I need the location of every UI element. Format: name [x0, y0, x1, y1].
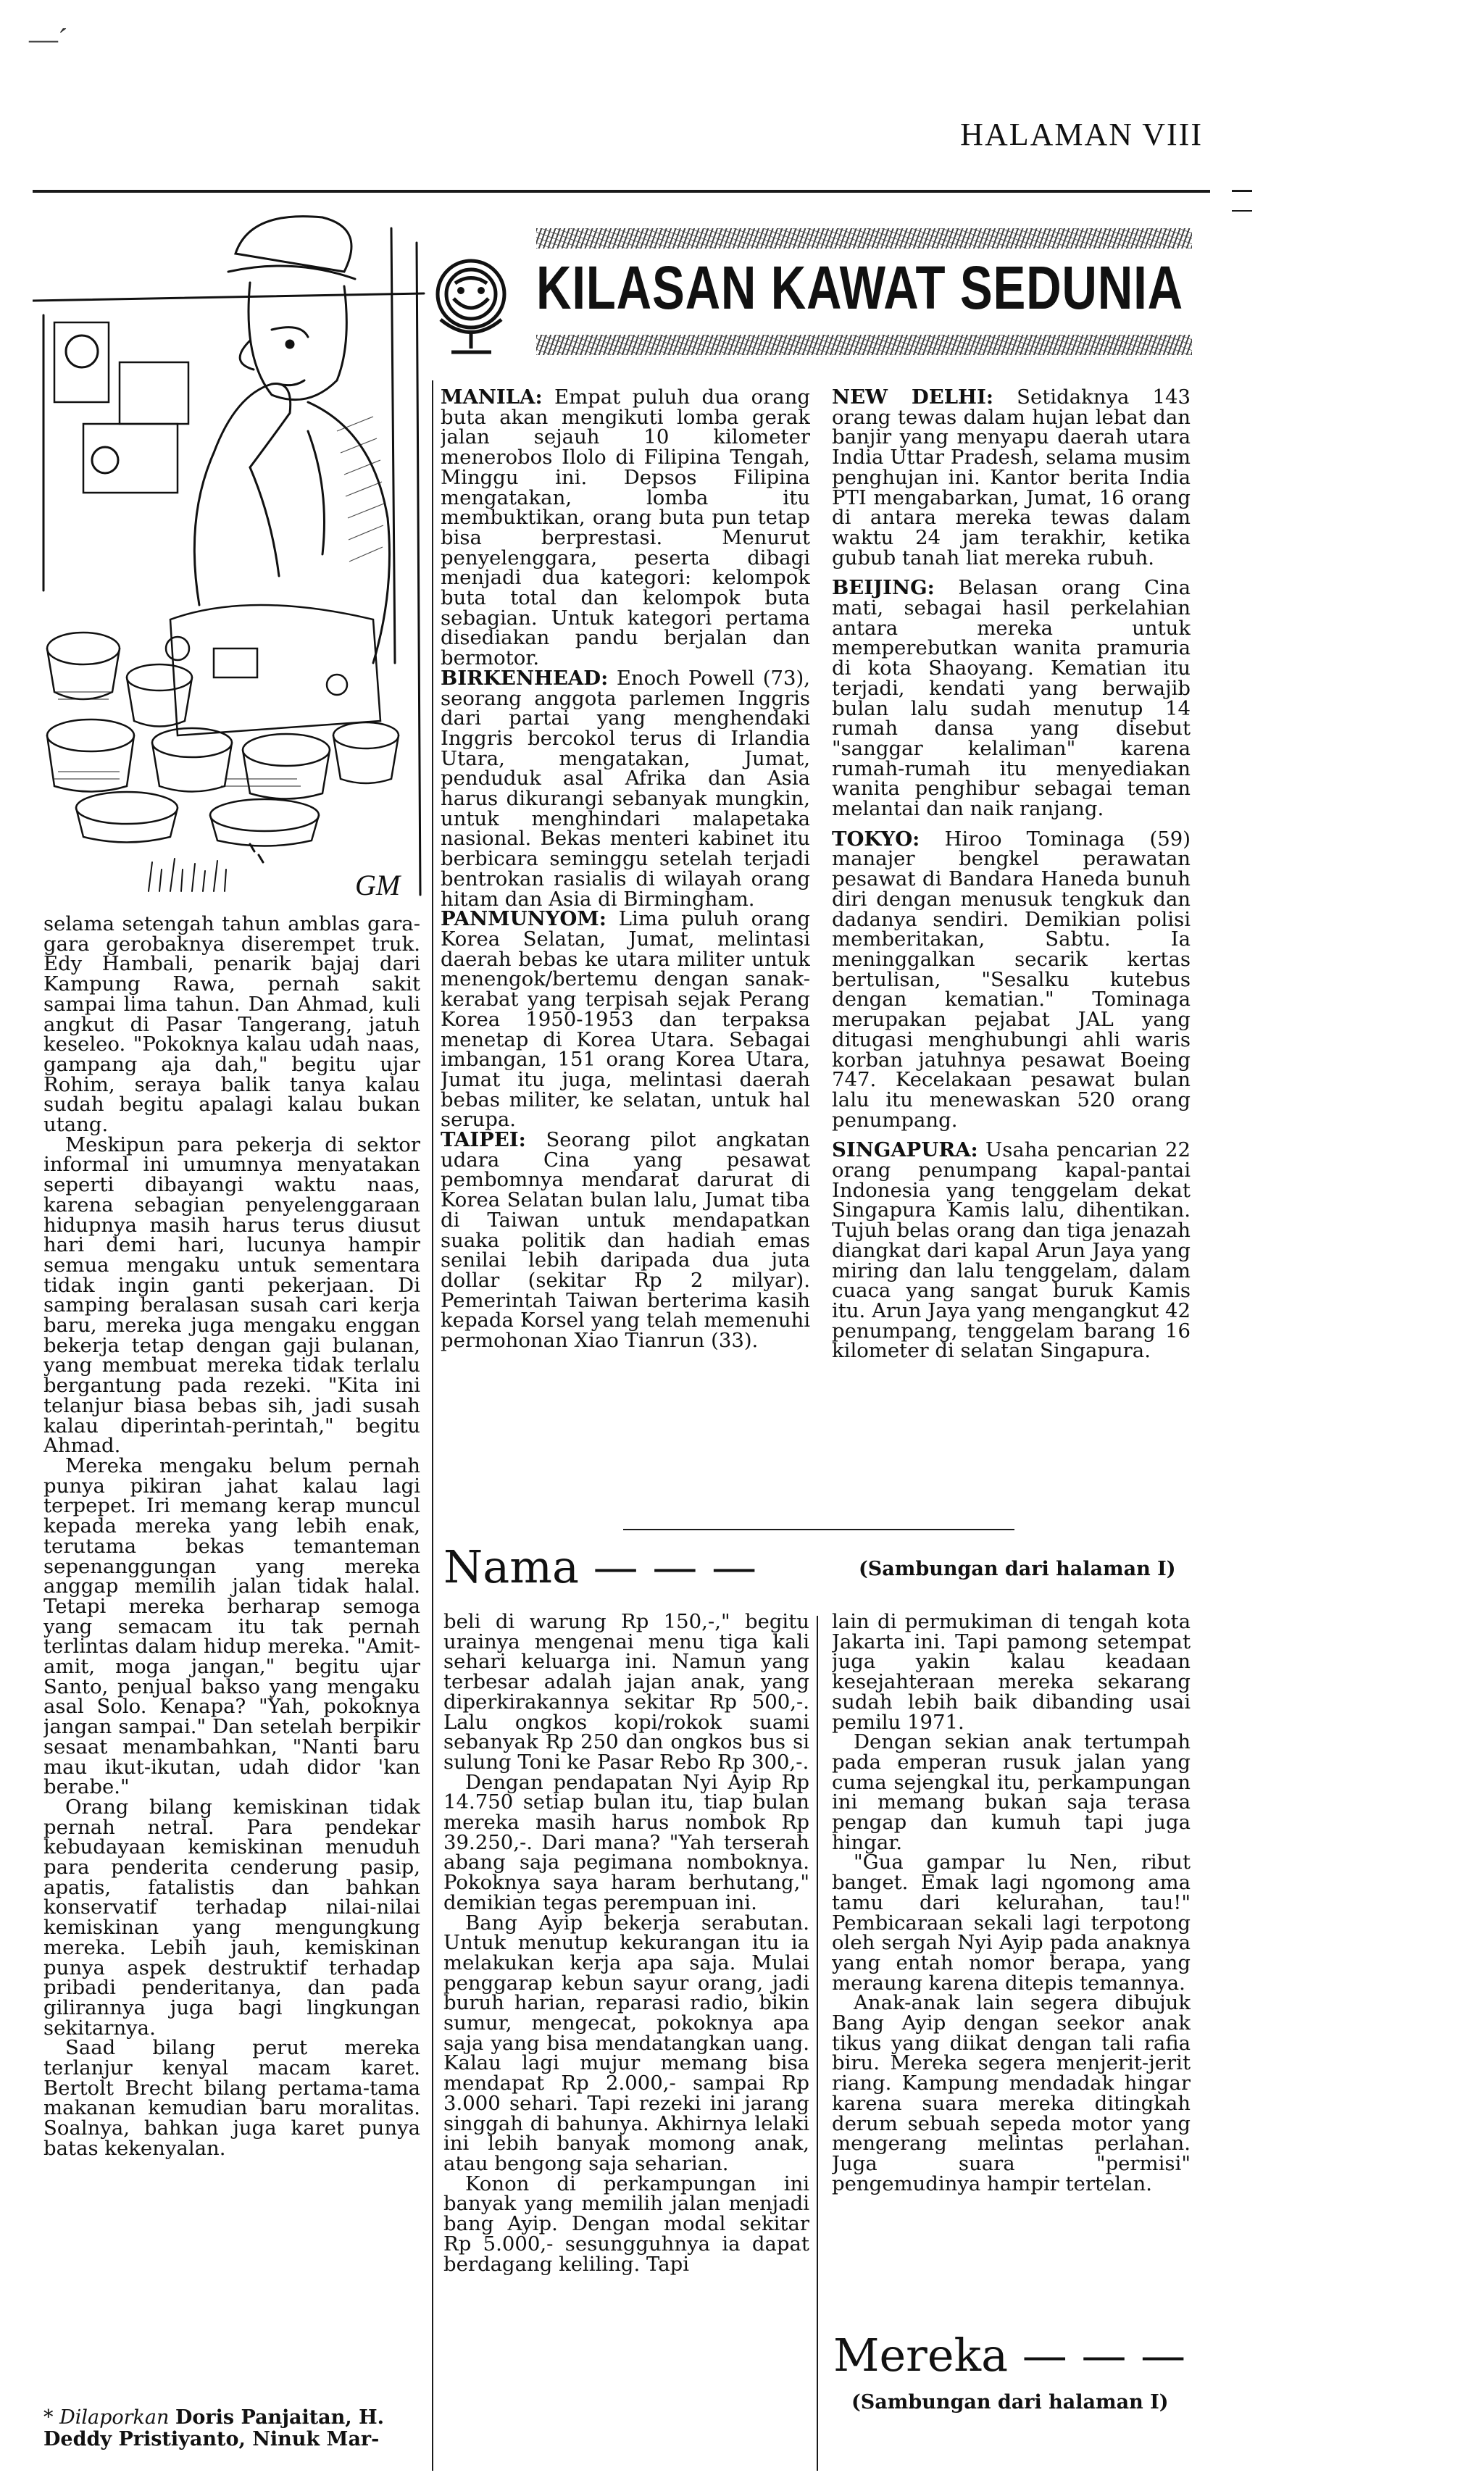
dateline: SINGAPURA: — [832, 1138, 978, 1162]
kilasan-item-beijing — [832, 578, 1191, 819]
credit-prefix: * Dilaporkan — [43, 2407, 170, 2429]
left-paragraph: selama setengah tahun amblas gara-gara gerobaknya diserempet truk. Edy Hambali, penarik bajaj dari Kampung Rawa, pernah sakit sampai lima tahun. Dan Ahmad, kuli angkut di Pasar Tangerang, jatuh keseleo. "Pokoknya kalau udah naas, gampang aja dah," begitu ujar Rohim, seraya balik tanya kalau sudah begitu apalagi kalau bukan utang. — [43, 914, 420, 1137]
item-text: Enoch Powell (73), seorang anggota parlemen Inggris dari partai yang menghendaki Inggris bercokol terus di Irlandia Utara, mengatakan, Jumat, penduduk asal Afrika dan Asia harus dikurangi sebanyak mungkin, untuk menghindari malapetaka nasional. Bekas menteri kabinet itu berbicara seminggu setelah terjadi bentrokan rasialis di wilayah orang hitam dan Asia di Birmingham. — [441, 666, 810, 911]
page-number: HALAMAN VIII — [960, 117, 1203, 152]
kilasan-bottom-band — [536, 335, 1192, 355]
nama-paragraph: Bang Ayip bekerja serabutan. Untuk menutup kekurangan itu ia melakukan kerja apa saja. Mulai penggarap kebun sayur orang, jadi buruh harian, reparasi radio, bikin sumur, mengecat, pokoknya apa saja yang bisa mendatangkan uang. Kalau lagi mujur memang bisa mendapat Rp 2.000,- sampai Rp 3.000 sehari. Tapi rezeki ini jarang singgah di bahunya. Akhirnya lelaki ini lebih banyak momong anak, atau bengong saja seharian. — [443, 1911, 809, 2175]
nama-paragraph: lain di permukiman di tengah kota Jakarta ini. Tapi pamong setempat juga yakin kalau keadaan kesejahteraan mereka sekarang sudah lebih baik dibanding usai pemilu 1971. — [832, 1612, 1191, 1734]
kilasan-title: KILASAN KAWAT SEDUNIA — [536, 254, 1183, 322]
nama-continued-note: (Sambungan dari halaman I) — [859, 1558, 1176, 1580]
dateline: NEW DELHI: — [832, 388, 994, 409]
item-text: Belasan orang Cina mati, sebagai hasil perkelahian antara mereka untuk memperebutkan wanita pramuria di kota Shaoyang. Kematian itu terjadi, kendati yang berwajib bulan lalu sudah menutup 14 rumah dansa yang disebut "sanggar kelaliman" karena rumah-rumah itu menyediakan wanita penghibur sebagai teman melantai dan naik ranjang. — [832, 576, 1191, 821]
dateline: BEIJING: — [832, 576, 935, 600]
mereka-continued-note: (Sambungan dari halaman I) — [851, 2391, 1169, 2414]
nama-paragraph: Anak-anak lain segera dibujuk Bang Ayip dengan seekor anak tikus yang diikat dengan tali rafia biru. Mereka segera menjerit-jerit riang. Kampung mendadak hingar karena suara mereka ditingkah derum sebuah sepeda motor yang mengerang melintas perlahan. Juga suara "permisi" pengemudinya hampir tertelan. — [832, 1991, 1191, 2195]
kilasan-item-panmunyom — [441, 909, 810, 1130]
globe-emblem-icon — [426, 251, 517, 359]
dateline: TOKYO: — [832, 827, 920, 851]
kilasan-item-new-delhi — [832, 388, 1191, 568]
kilasan-column-1 — [441, 388, 810, 1529]
left-paragraph: Meskipun para pekerja di sektor informal ini umumnya menyatakan seperti dibayangi waktu naas, karena sebagian penyelenggaraan hidupnya masih harus terus diusut hari demi hari, lucunya hampir semua mengaku untuk sementara tidak ingin ganti pekerjaan. Di samping beralasan susah cari kerja baru, mereka juga mengaku enggan bekerja tetap dengan gaji bulanan, yang membuat mereka tidak terlalu bergantung pada rezeki. "Kita ini telanjur biasa bebas sih, jadi susah kalau diperintah-perintah," begitu Ahmad. — [43, 1132, 420, 1458]
item-text: Setidaknya 143 orang tewas dalam hujan lebat dan banjir yang menyapu daerah utara India Uttar Pradesh, selama musim penghujan ini. Kantor berita India PTI mengabarkan, Jumat, 16 orang di antara mereka tewas dalam waktu 24 jam terakhir, ketika gubub tanah liat mereka rubuh. — [832, 388, 1191, 570]
left-paragraph: Saad bilang perut mereka terlanjur kenyal macam karet. Bertolt Brecht bilang pertama-tama makanan kemudian baru moralitas. Soalnya, bahkan juga karet punya batas kekenyalan. — [43, 2036, 420, 2160]
item-text: Usaha pencarian 22 orang penumpang kapal-pantai Indonesia yang tenggelam dekat Singapura Kamis lalu, dihentikan. Tujuh belas orang dan tiga jenazah diangkat dari kapal Arun Jaya yang miring dan lalu tenggelam, dalam cuaca yang sangat buruk Kamis itu. Arun Jaya yang mengangkut 42 penumpang, tenggelam barang 16 kilometer di selatan Singapura. — [832, 1138, 1191, 1363]
reporter-credit — [43, 2407, 420, 2472]
dateline: PANMUNYOM: — [441, 907, 606, 931]
nama-heading: Nama — — — — [443, 1540, 757, 1593]
illustration-signature: GM — [355, 869, 401, 901]
item-text: Empat puluh dua orang buta akan mengikuti lomba gerak jalan sejauh 10 kilometer menerobos Ilolo di Filipina Tengah, Minggu ini. Depsos Filipina mengatakan, lomba itu membuktikan, orang buta pun tetap bisa berprestasi. Menurut penyelenggara, peserta dibagi menjadi dua kategori: kelompok buta total dan kelompok buta sebagian. Untuk kategori pertama disediakan pandu berjalan dan bermotor. — [441, 388, 810, 670]
kilasan-top-band — [536, 228, 1192, 249]
nama-column-2 — [832, 1612, 1191, 2308]
dateline: BIRKENHEAD: — [441, 666, 609, 690]
kilasan-item-manila — [441, 388, 810, 669]
nama-paragraph: Konon di perkampungan ini banyak yang memilih jalan menjadi bang Ayip. Dengan modal sekitar Rp 5.000,- sesungguhnya ia dapat berdagang keliling. Tapi — [443, 2172, 809, 2276]
nama-paragraph: beli di warung Rp 150,-," begitu urainya mengenai menu tiga kali sehari keluarga ini. Namun yang terbesar adalah jajan anak, yang diperkirakannya sekitar Rp 500,-. Lalu ongkos kopi/rokok suami sebanyak Rp 250 dan ongkos bus si sulung Toni ke Pasar Rebo Rp 300,-. — [443, 1612, 809, 1774]
header-rule — [33, 190, 1210, 193]
kilasan-item-taipei — [441, 1130, 810, 1351]
column-divider-top — [432, 380, 433, 1576]
dateline: MANILA: — [441, 388, 543, 409]
column-divider-bottom — [432, 1565, 433, 2471]
item-text: Lima puluh orang Korea Selatan, Jumat, melintasi daerah bebas ke utara militer untuk menengok/bertemu dengan sanak-kerabat yang terpisah sejak Perang Korea 1950-1953 dan terpaksa menetap di Korea Utara. Sebagai imbangan, 151 orang Korea Utara, Jumat itu juga, melintasi daerah bebas militer, ke selatan, untuk hal serupa. — [441, 907, 810, 1132]
cartoon-drawing — [33, 214, 428, 913]
kilasan-item-birkenhead — [441, 666, 810, 911]
dateline: TAIPEI: — [441, 1128, 526, 1152]
globe-icon — [426, 251, 517, 359]
item-text: Seorang pilot angkatan udara Cina yang pesawat pembomnya mendarat darurat di Korea Selatan bulan lalu, Jumat tiba di Taiwan untuk mendapatkan suaka politik dan hadiah emas senilai lebih daripada dua juta dollar (sekitar Rp 2 milyar). Pemerintah Taiwan berterima kasih kepada Korsel yang telah memenuhi permohonan Xiao Tianrun (33). — [441, 1128, 810, 1353]
nama-paragraph: "Gua gampar lu Nen, ribut banget. Emak lagi ngomong ama tamu dari kelurahan, tau!" Pembicaraan sekali lagi terpotong oleh sergah Nyi Ayip pada anaknya yang entah nomor berapa, yang meraung karena ditepis temannya. — [832, 1851, 1191, 1995]
credit-names: Doris Panjaitan, H. Deddy Pristiyanto, Ninuk Mar- — [43, 2407, 385, 2450]
header-rule-tick — [1232, 190, 1252, 192]
nama-column-1 — [443, 1612, 809, 2474]
kilasan-item-singapura — [832, 1140, 1191, 1361]
corner-mark: —ˊ — [29, 22, 68, 55]
kilasan-column-2 — [832, 388, 1191, 1529]
mereka-heading: Mereka — — — — [833, 2329, 1186, 2382]
kilasan-item-tokyo — [832, 827, 1191, 1132]
kilasan-end-rule — [623, 1529, 1014, 1530]
left-article-body — [43, 914, 420, 2398]
item-text: Hiroo Tominaga (59) manajer bengkel perawatan pesawat di Bandara Haneda bunuh diri dengan menusuk tengkuk dan dadanya sendiri. Demikian polisi memberitakan, Sabtu. Ia meninggalkan secarik kertas bertulisan, "Sesalku kutebus dengan kematian." Tominaga merupakan pejabat JAL yang ditugasi menghubungi ahli waris korban jatuhnya pesawat Boeing 747. Kecelakaan pesawat bulan lalu itu menewaskan 520 orang penumpang. — [832, 827, 1191, 1132]
nama-paragraph: Dengan sekian anak tertumpah pada emperan rusuk jalan yang cuma sejengkal itu, perkampungan ini memang bukan saja terasa pengap dan kumuh tapi juga hingar. — [832, 1730, 1191, 1854]
illustration-vendor-cartoon — [33, 214, 428, 913]
column-divider-nama — [817, 1616, 818, 2471]
left-paragraph: Mereka mengaku belum pernah punya pikiran jahat kalau lagi terpepet. Iri memang kerap muncul kepada mereka yang lebih enak, terutama bekas temanteman sepenanggungan yang mereka anggap memilih jalan tidak halal. Tetapi mereka berharap semoga yang semacam itu tak pernah terlintas dalam hidup mereka. "Amit-amit, moga jangan," begitu ujar Santo, penjual bakso yang mengaku asal Solo. Kenapa? "Yah, pokoknya jangan sampai." Dan setelah berpikir sesaat menambahkan, "Nanti baru mau ikut-ikutan, udah didor 'kan berabe." — [43, 1453, 420, 1799]
left-paragraph: Orang bilang kemiskinan tidak pernah netral. Para pendekar kebudayaan kemiskinan menuduh para penderita cenderung pasip, apatis, fatalistis dan bahkan konservatif terhadap nilai-nilai kemiskinan yang mengungkung mereka. Lebih jauh, kemiskinan punya aspek destruktif terhadap pribadi penderitanya, dan pada gilirannya juga bagi lingkungan sekitarnya. — [43, 1795, 420, 2040]
header-rule-tick-2 — [1232, 210, 1252, 212]
nama-paragraph: Dengan pendapatan Nyi Ayip Rp 14.750 setiap bulan itu, tiap bulan mereka masih harus nombok Rp 39.250,-. Dari mana? "Yah terserah abang saja pegimana nomboknya. Pokoknya saya haram berhutang," demikian tegas perempuan ini. — [443, 1770, 809, 1914]
